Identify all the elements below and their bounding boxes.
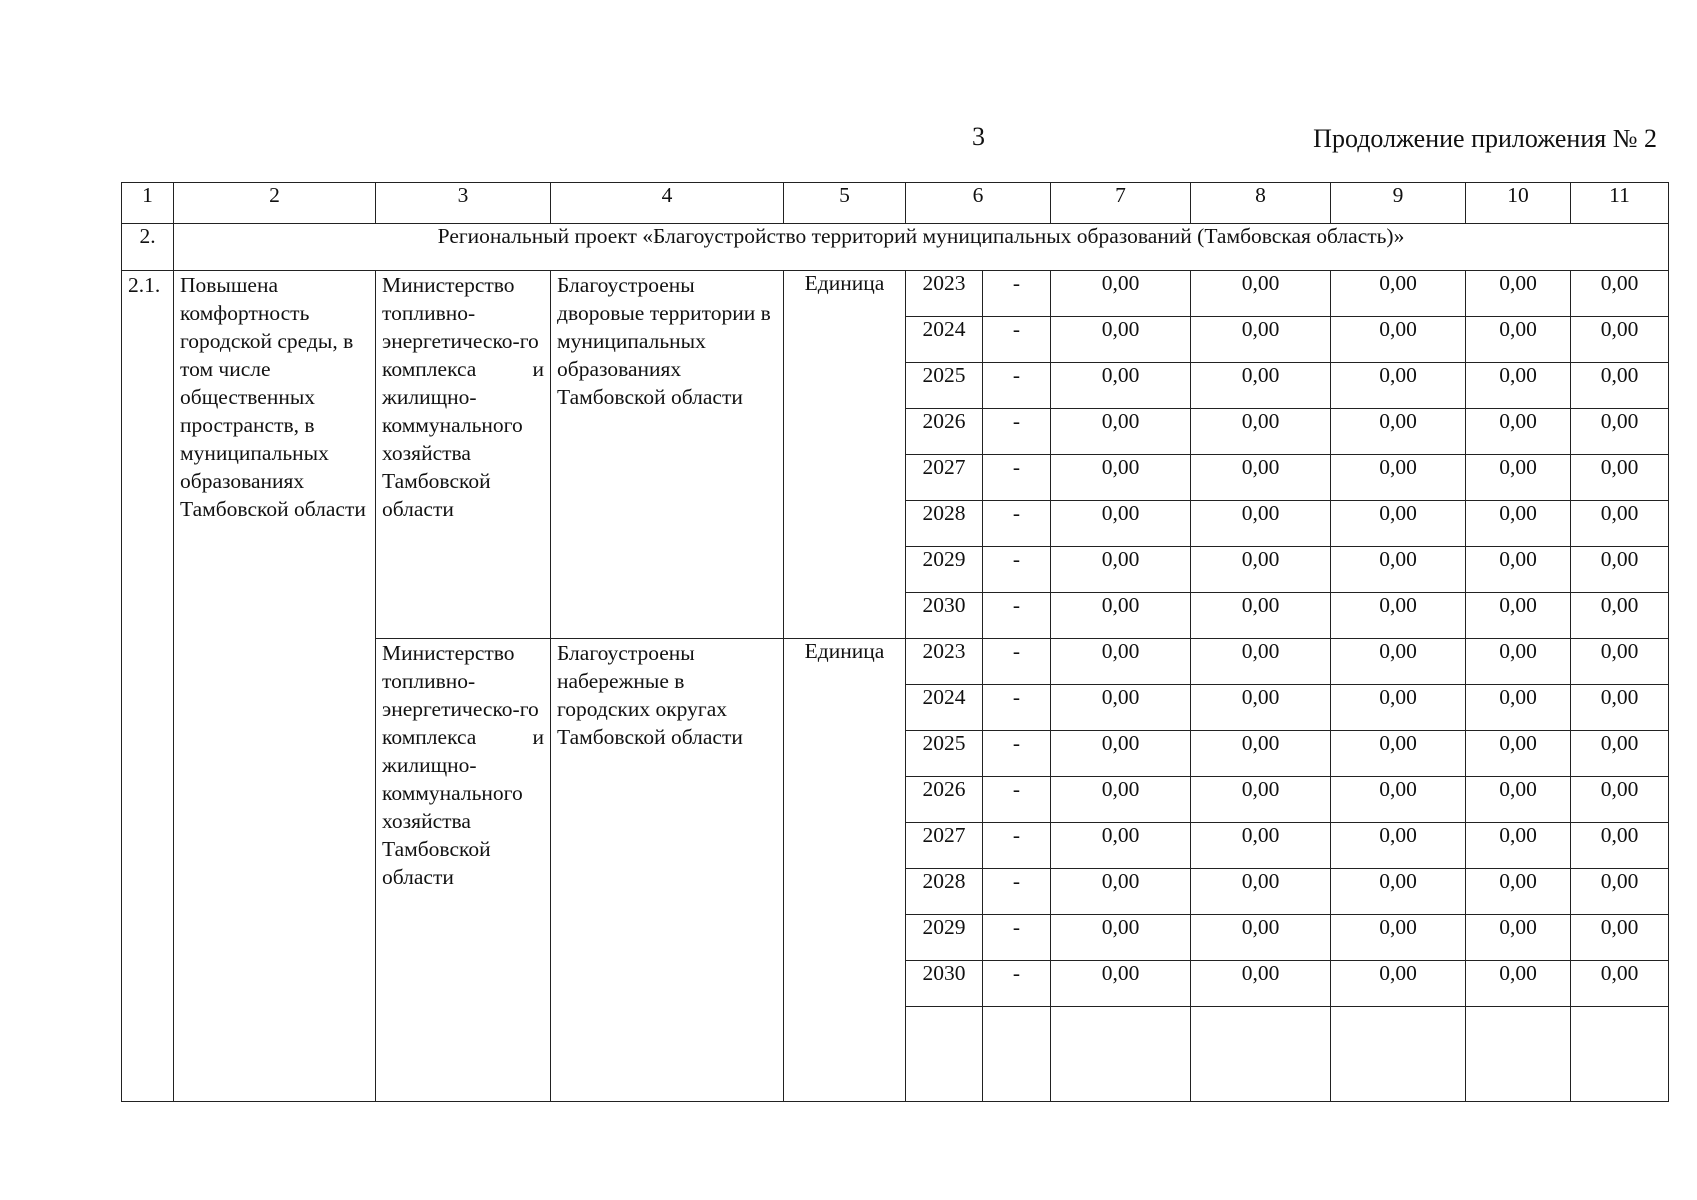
value-cell: 0,00	[1191, 731, 1331, 777]
column-number: 11	[1571, 183, 1669, 224]
value-cell: 0,00	[1331, 363, 1466, 409]
base-value-cell: -	[983, 409, 1051, 455]
value-cell: 0,00	[1331, 731, 1466, 777]
value-cell: 0,00	[1051, 501, 1191, 547]
value-cell: 0,00	[1331, 547, 1466, 593]
value-cell: 0,00	[1331, 823, 1466, 869]
column-number: 7	[1051, 183, 1191, 224]
year-cell: 2026	[906, 777, 983, 823]
value-cell: 0,00	[1051, 639, 1191, 685]
value-cell: 0,00	[1051, 317, 1191, 363]
value-cell: 0,00	[1571, 409, 1669, 455]
value-cell: 0,00	[1191, 685, 1331, 731]
value-cell: 0,00	[1571, 501, 1669, 547]
value-cell: 0,00	[1571, 731, 1669, 777]
column-numbers-row	[122, 183, 1669, 224]
value-cell: 0,00	[1191, 317, 1331, 363]
indicator-cell: Благоустроены набережные в городских округах Тамбовской области	[551, 639, 784, 1102]
value-cell: 0,00	[1191, 501, 1331, 547]
value-cell: 0,00	[1051, 685, 1191, 731]
page-number: 3	[972, 122, 985, 151]
value-cell: 0,00	[1571, 685, 1669, 731]
year-cell: 2024	[906, 317, 983, 363]
year-cell: 2026	[906, 409, 983, 455]
unit-cell: Единица	[784, 271, 906, 639]
value-cell: 0,00	[1466, 593, 1571, 639]
value-cell: 0,00	[1191, 547, 1331, 593]
value-cell: 0,00	[1331, 317, 1466, 363]
column-number: 6	[906, 183, 1051, 224]
value-cell: 0,00	[1571, 869, 1669, 915]
year-cell: 2027	[906, 823, 983, 869]
base-value-cell: -	[983, 731, 1051, 777]
value-cell: 0,00	[1051, 777, 1191, 823]
value-cell: 0,00	[1051, 363, 1191, 409]
base-value-cell: -	[983, 593, 1051, 639]
year-cell: 2023	[906, 639, 983, 685]
value-cell: 0,00	[1331, 409, 1466, 455]
item-number: 2.1.	[122, 271, 174, 1102]
value-cell: 0,00	[1466, 823, 1571, 869]
column-number: 8	[1191, 183, 1331, 224]
value-cell: 0,00	[1466, 317, 1571, 363]
value-cell: 0,00	[1051, 823, 1191, 869]
value-cell: 0,00	[1051, 869, 1191, 915]
column-number: 3	[376, 183, 551, 224]
value-cell: 0,00	[1571, 639, 1669, 685]
base-value-cell: -	[983, 961, 1051, 1007]
base-value-cell: -	[983, 363, 1051, 409]
base-value-cell: -	[983, 455, 1051, 501]
value-cell: 0,00	[1191, 593, 1331, 639]
value-cell: 0,00	[1191, 455, 1331, 501]
item-name: Повышена комфортность городской среды, в том числе общественных пространств, в муниципальных образованиях Тамбовской области	[174, 271, 376, 1102]
value-cell: 0,00	[1051, 961, 1191, 1007]
value-cell: 0,00	[1571, 593, 1669, 639]
base-value-cell: -	[983, 317, 1051, 363]
value-cell: 0,00	[1466, 685, 1571, 731]
value-cell: 0,00	[1051, 593, 1191, 639]
value-cell: 0,00	[1051, 731, 1191, 777]
value-cell: 0,00	[1466, 363, 1571, 409]
value-cell: 0,00	[1571, 547, 1669, 593]
column-number: 1	[122, 183, 174, 224]
value-cell: 0,00	[1331, 961, 1466, 1007]
value-cell: 0,00	[1331, 593, 1466, 639]
base-value-cell: -	[983, 869, 1051, 915]
value-cell: 0,00	[1571, 915, 1669, 961]
value-cell: 0,00	[1191, 271, 1331, 317]
column-number: 2	[174, 183, 376, 224]
value-cell: 0,00	[1466, 731, 1571, 777]
year-cell: 2030	[906, 961, 983, 1007]
base-value-cell: -	[983, 915, 1051, 961]
base-value-cell: -	[983, 501, 1051, 547]
table-row	[122, 271, 1669, 317]
column-number: 9	[1331, 183, 1466, 224]
value-cell: 0,00	[1571, 961, 1669, 1007]
value-cell: 0,00	[1191, 869, 1331, 915]
year-cell: 2028	[906, 869, 983, 915]
value-cell: 0,00	[1191, 823, 1331, 869]
value-cell: 0,00	[1051, 455, 1191, 501]
value-cell: 0,00	[1331, 777, 1466, 823]
section-number: 2.	[122, 224, 174, 271]
year-cell: 2024	[906, 685, 983, 731]
base-value-cell: -	[983, 685, 1051, 731]
value-cell: 0,00	[1466, 639, 1571, 685]
value-cell: 0,00	[1331, 915, 1466, 961]
value-cell: 0,00	[1571, 363, 1669, 409]
value-cell: 0,00	[1466, 777, 1571, 823]
year-cell: 2029	[906, 915, 983, 961]
value-cell: 0,00	[1191, 639, 1331, 685]
base-value-cell: -	[983, 639, 1051, 685]
value-cell: 0,00	[1051, 547, 1191, 593]
base-value-cell: -	[983, 547, 1051, 593]
value-cell: 0,00	[1191, 961, 1331, 1007]
value-cell: 0,00	[1571, 271, 1669, 317]
value-cell: 0,00	[1191, 777, 1331, 823]
value-cell: 0,00	[1571, 823, 1669, 869]
year-cell: 2030	[906, 593, 983, 639]
value-cell: 0,00	[1466, 915, 1571, 961]
column-number: 10	[1466, 183, 1571, 224]
value-cell: 0,00	[1051, 271, 1191, 317]
value-cell: 0,00	[1331, 455, 1466, 501]
column-number: 5	[784, 183, 906, 224]
responsible-cell: Министерство топливно-энергетическо-го комплекса и жилищно-коммунального хозяйства Тамбовской области	[376, 639, 551, 1102]
base-value-cell: -	[983, 777, 1051, 823]
year-cell: 2025	[906, 363, 983, 409]
indicator-cell: Благоустроены дворовые территории в муниципальных образованиях Тамбовской области	[551, 271, 784, 639]
value-cell: 0,00	[1331, 685, 1466, 731]
year-cell: 2027	[906, 455, 983, 501]
value-cell: 0,00	[1466, 501, 1571, 547]
value-cell: 0,00	[1466, 409, 1571, 455]
continuation-label: Продолжение приложения № 2	[1313, 124, 1657, 153]
value-cell: 0,00	[1331, 869, 1466, 915]
value-cell: 0,00	[1331, 639, 1466, 685]
project-title: Региональный проект «Благоустройство территорий муниципальных образований (Тамбовская область)»	[174, 224, 1669, 271]
value-cell: 0,00	[1466, 455, 1571, 501]
value-cell: 0,00	[1191, 915, 1331, 961]
responsible-cell: Министерство топливно-энергетическо-го комплекса и жилищно-коммунального хозяйства Тамбовской области	[376, 271, 551, 639]
project-row	[122, 224, 1669, 271]
value-cell: 0,00	[1191, 363, 1331, 409]
value-cell: 0,00	[1331, 271, 1466, 317]
value-cell: 0,00	[1051, 915, 1191, 961]
value-cell: 0,00	[1191, 409, 1331, 455]
year-cell: 2023	[906, 271, 983, 317]
year-cell: 2029	[906, 547, 983, 593]
year-cell: 2025	[906, 731, 983, 777]
column-number: 4	[551, 183, 784, 224]
indicators-table	[121, 182, 1669, 1102]
year-cell: 2028	[906, 501, 983, 547]
base-value-cell: -	[983, 271, 1051, 317]
value-cell: 0,00	[1571, 317, 1669, 363]
value-cell: 0,00	[1466, 869, 1571, 915]
value-cell: 0,00	[1331, 501, 1466, 547]
value-cell: 0,00	[1466, 271, 1571, 317]
unit-cell: Единица	[784, 639, 906, 1102]
value-cell: 0,00	[1466, 961, 1571, 1007]
value-cell: 0,00	[1571, 455, 1669, 501]
value-cell: 0,00	[1051, 409, 1191, 455]
base-value-cell: -	[983, 823, 1051, 869]
value-cell: 0,00	[1466, 547, 1571, 593]
value-cell: 0,00	[1571, 777, 1669, 823]
